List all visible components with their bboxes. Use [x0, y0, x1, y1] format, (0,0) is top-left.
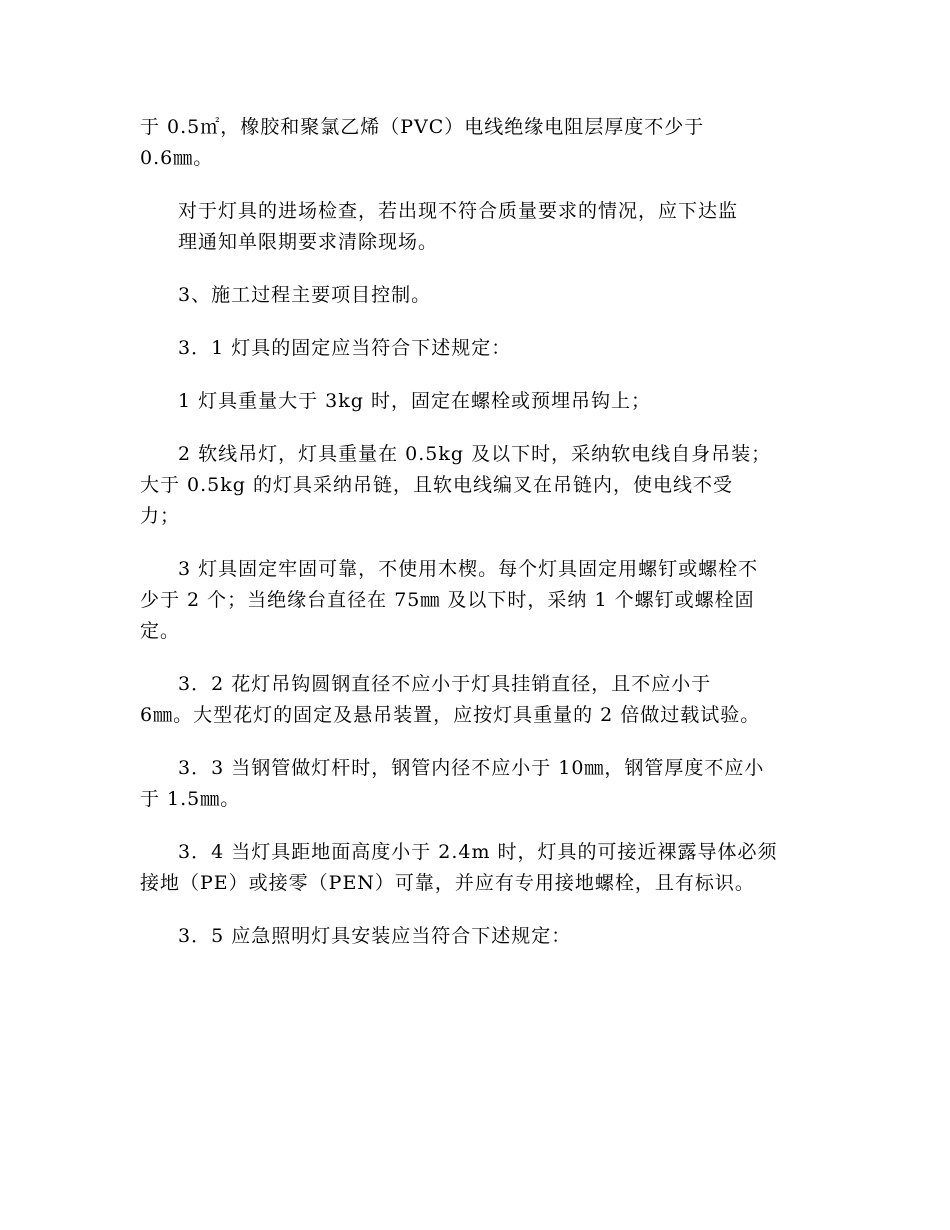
paragraph-item-2: [140, 439, 812, 532]
text-line: 3．1 灯具的固定应当符合下述规定：: [178, 337, 512, 359]
text-line: 3．4 当灯具距地面高度小于 2.4m 时，灯具的可接近裸露导体必须: [178, 841, 778, 863]
text-line: 3．3 当钢管做灯杆时，钢管内径不应小于 10㎜，钢管厚度不应小: [178, 757, 765, 779]
section-heading-3: [140, 280, 812, 311]
paragraph-item-1: [140, 386, 812, 417]
text-line: 0.6㎜。: [140, 147, 214, 169]
text-line: 2 软线吊灯，灯具重量在 0.5kg 及以下时，采纳软电线自身吊装；: [178, 443, 772, 465]
text-line: 理通知单限期要求清除现场。: [178, 231, 439, 253]
text-line: 3．5 应急照明灯具安装应当符合下述规定：: [178, 925, 572, 947]
paragraph-3-3: [140, 753, 812, 815]
text-line: 于 1.5㎜。: [140, 788, 241, 810]
paragraph-insulation-spec: [140, 112, 812, 174]
text-line: 定。: [140, 620, 181, 642]
text-line: 大于 0.5kg 的灯具采纳吊链，且软电线编叉在吊链内，使电线不受: [140, 474, 733, 496]
text-line: 6㎜。大型花灯的固定及悬吊装置，应按灯具重量的 2 倍做过载试验。: [140, 704, 761, 726]
text-line: 3．2 花灯吊钩圆钢直径不应小于灯具挂销直径，且不应小于: [178, 673, 712, 695]
text-line: 少于 2 个；当绝缘台直径在 75㎜ 及以下时，采纳 1 个螺钉或螺栓固: [140, 589, 755, 611]
paragraph-3-1: [140, 333, 812, 364]
text-line: 接地（PE）或接零（PEN）可靠，并应有专用接地螺栓，且有标识。: [140, 872, 755, 894]
paragraph-item-3: [140, 554, 812, 647]
document-page: [140, 112, 812, 974]
text-line: 1 灯具重量大于 3kg 时，固定在螺栓或预埋吊钩上；: [178, 390, 651, 412]
text-line: 于 0.5㎡，橡胶和聚氯乙烯（PVC）电线绝缘电阻层厚度不少于: [140, 116, 705, 138]
paragraph-3-2: [140, 669, 812, 731]
text-line: 力；: [140, 505, 181, 527]
paragraph-3-4: [140, 837, 812, 899]
text-line: 对于灯具的进场检查，若出现不符合质量要求的情况，应下达监: [178, 200, 739, 222]
text-line: 3、施工过程主要项目控制。: [178, 284, 432, 306]
text-line: 3 灯具固定牢固可靠，不使用木楔。每个灯具固定用螺钉或螺栓不: [178, 558, 759, 580]
paragraph-entry-inspection: [140, 196, 812, 258]
paragraph-3-5: [140, 921, 812, 952]
